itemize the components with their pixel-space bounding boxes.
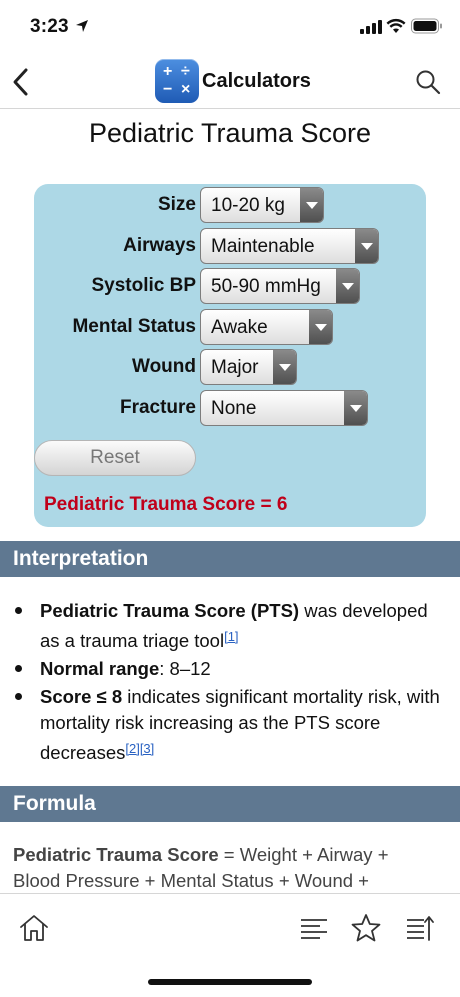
fracture-label: Fracture: [119, 397, 196, 418]
page-title: Pediatric Trauma Score: [88, 118, 372, 148]
fracture-select[interactable]: [200, 390, 368, 426]
mental-status-select[interactable]: [200, 309, 333, 345]
field-row-wound: [34, 349, 426, 385]
field-row-systolic-bp: [34, 268, 426, 304]
formula-body: = Weight + Airway + Blood Pressure + Mental Status + Wound +: [13, 844, 389, 891]
systolic-bp-label: Systolic BP: [91, 275, 196, 296]
list-item-body: was developed as a trauma triage tool: [40, 600, 428, 651]
share-list-icon[interactable]: [404, 912, 436, 944]
list-item-body: indicates significant mortality risk, with mortality risk increasing as the PTS score decreases: [40, 686, 440, 763]
star-icon[interactable]: [350, 912, 382, 944]
interpretation-header-label: Interpretation: [13, 547, 149, 570]
cellular-signal-icon: [360, 20, 382, 34]
airways-select[interactable]: [200, 228, 379, 264]
battery-icon: [411, 18, 443, 34]
wound-select[interactable]: [200, 349, 297, 385]
field-row-size: [34, 187, 426, 223]
home-icon[interactable]: [18, 912, 50, 944]
minus-symbol: −: [163, 81, 173, 98]
wound-value: Major: [211, 357, 259, 378]
dropdown-arrow-icon: [300, 188, 323, 222]
systolic-bp-select[interactable]: [200, 268, 360, 304]
calculator-panel: [34, 184, 426, 527]
list-item-text: [40, 684, 450, 766]
systolic-bp-value: 50-90 mmHg: [211, 276, 321, 297]
plus-symbol: +: [163, 63, 173, 80]
search-icon[interactable]: [414, 68, 442, 96]
size-label: Size: [157, 194, 196, 215]
dropdown-arrow-icon: [336, 269, 359, 303]
bullet-icon: [15, 665, 22, 672]
nav-title: Calculators: [202, 70, 311, 92]
dropdown-arrow-icon: [355, 229, 378, 263]
interpretation-header[interactable]: [0, 541, 460, 577]
list-item-text: [40, 598, 450, 654]
reference-link[interactable]: [1]: [224, 629, 239, 644]
times-symbol: ×: [181, 81, 191, 98]
list-item-bold: Pediatric Trauma Score (PTS): [40, 600, 300, 621]
size-value: 10-20 kg: [211, 195, 285, 216]
airways-value: Maintenable: [211, 236, 315, 257]
mental-status-value: Awake: [211, 317, 268, 338]
list-item-text: [40, 656, 450, 682]
nav-bar: [0, 56, 460, 109]
formula-header-label: Formula: [13, 792, 96, 815]
dropdown-arrow-icon: [309, 310, 332, 344]
mental-status-label: Mental Status: [72, 316, 196, 337]
wound-label: Wound: [131, 356, 196, 377]
divide-symbol: ÷: [181, 63, 190, 80]
dropdown-arrow-icon: [273, 350, 296, 384]
fracture-value: None: [211, 398, 257, 419]
wifi-icon: [386, 18, 406, 34]
bullet-icon: [15, 693, 22, 700]
score-result: Pediatric Trauma Score = 6: [44, 494, 288, 515]
dropdown-arrow-icon: [344, 391, 367, 425]
list-item-body: : 8–12: [159, 658, 211, 679]
home-indicator: [148, 979, 312, 985]
formula-bold: Pediatric Trauma Score: [13, 844, 219, 865]
outline-icon[interactable]: [298, 912, 330, 944]
calculators-app-icon: [155, 59, 199, 103]
back-chevron-icon[interactable]: [8, 64, 34, 100]
list-item-bold: Score ≤ 8: [40, 686, 123, 707]
formula-text: [13, 842, 433, 894]
field-row-mental-status: [34, 309, 426, 345]
field-row-fracture: [34, 390, 426, 426]
reset-button[interactable]: Reset: [34, 440, 196, 476]
formula-header[interactable]: [0, 786, 460, 822]
airways-label: Airways: [123, 235, 196, 256]
size-select[interactable]: [200, 187, 324, 223]
status-bar: [0, 0, 460, 56]
list-item-bold: Normal range: [40, 658, 160, 679]
bullet-icon: [15, 607, 22, 614]
status-time: 3:23: [30, 16, 69, 37]
location-arrow-icon: [75, 19, 89, 33]
field-row-airways: [34, 228, 426, 264]
reference-link[interactable]: [2][3]: [125, 741, 155, 756]
